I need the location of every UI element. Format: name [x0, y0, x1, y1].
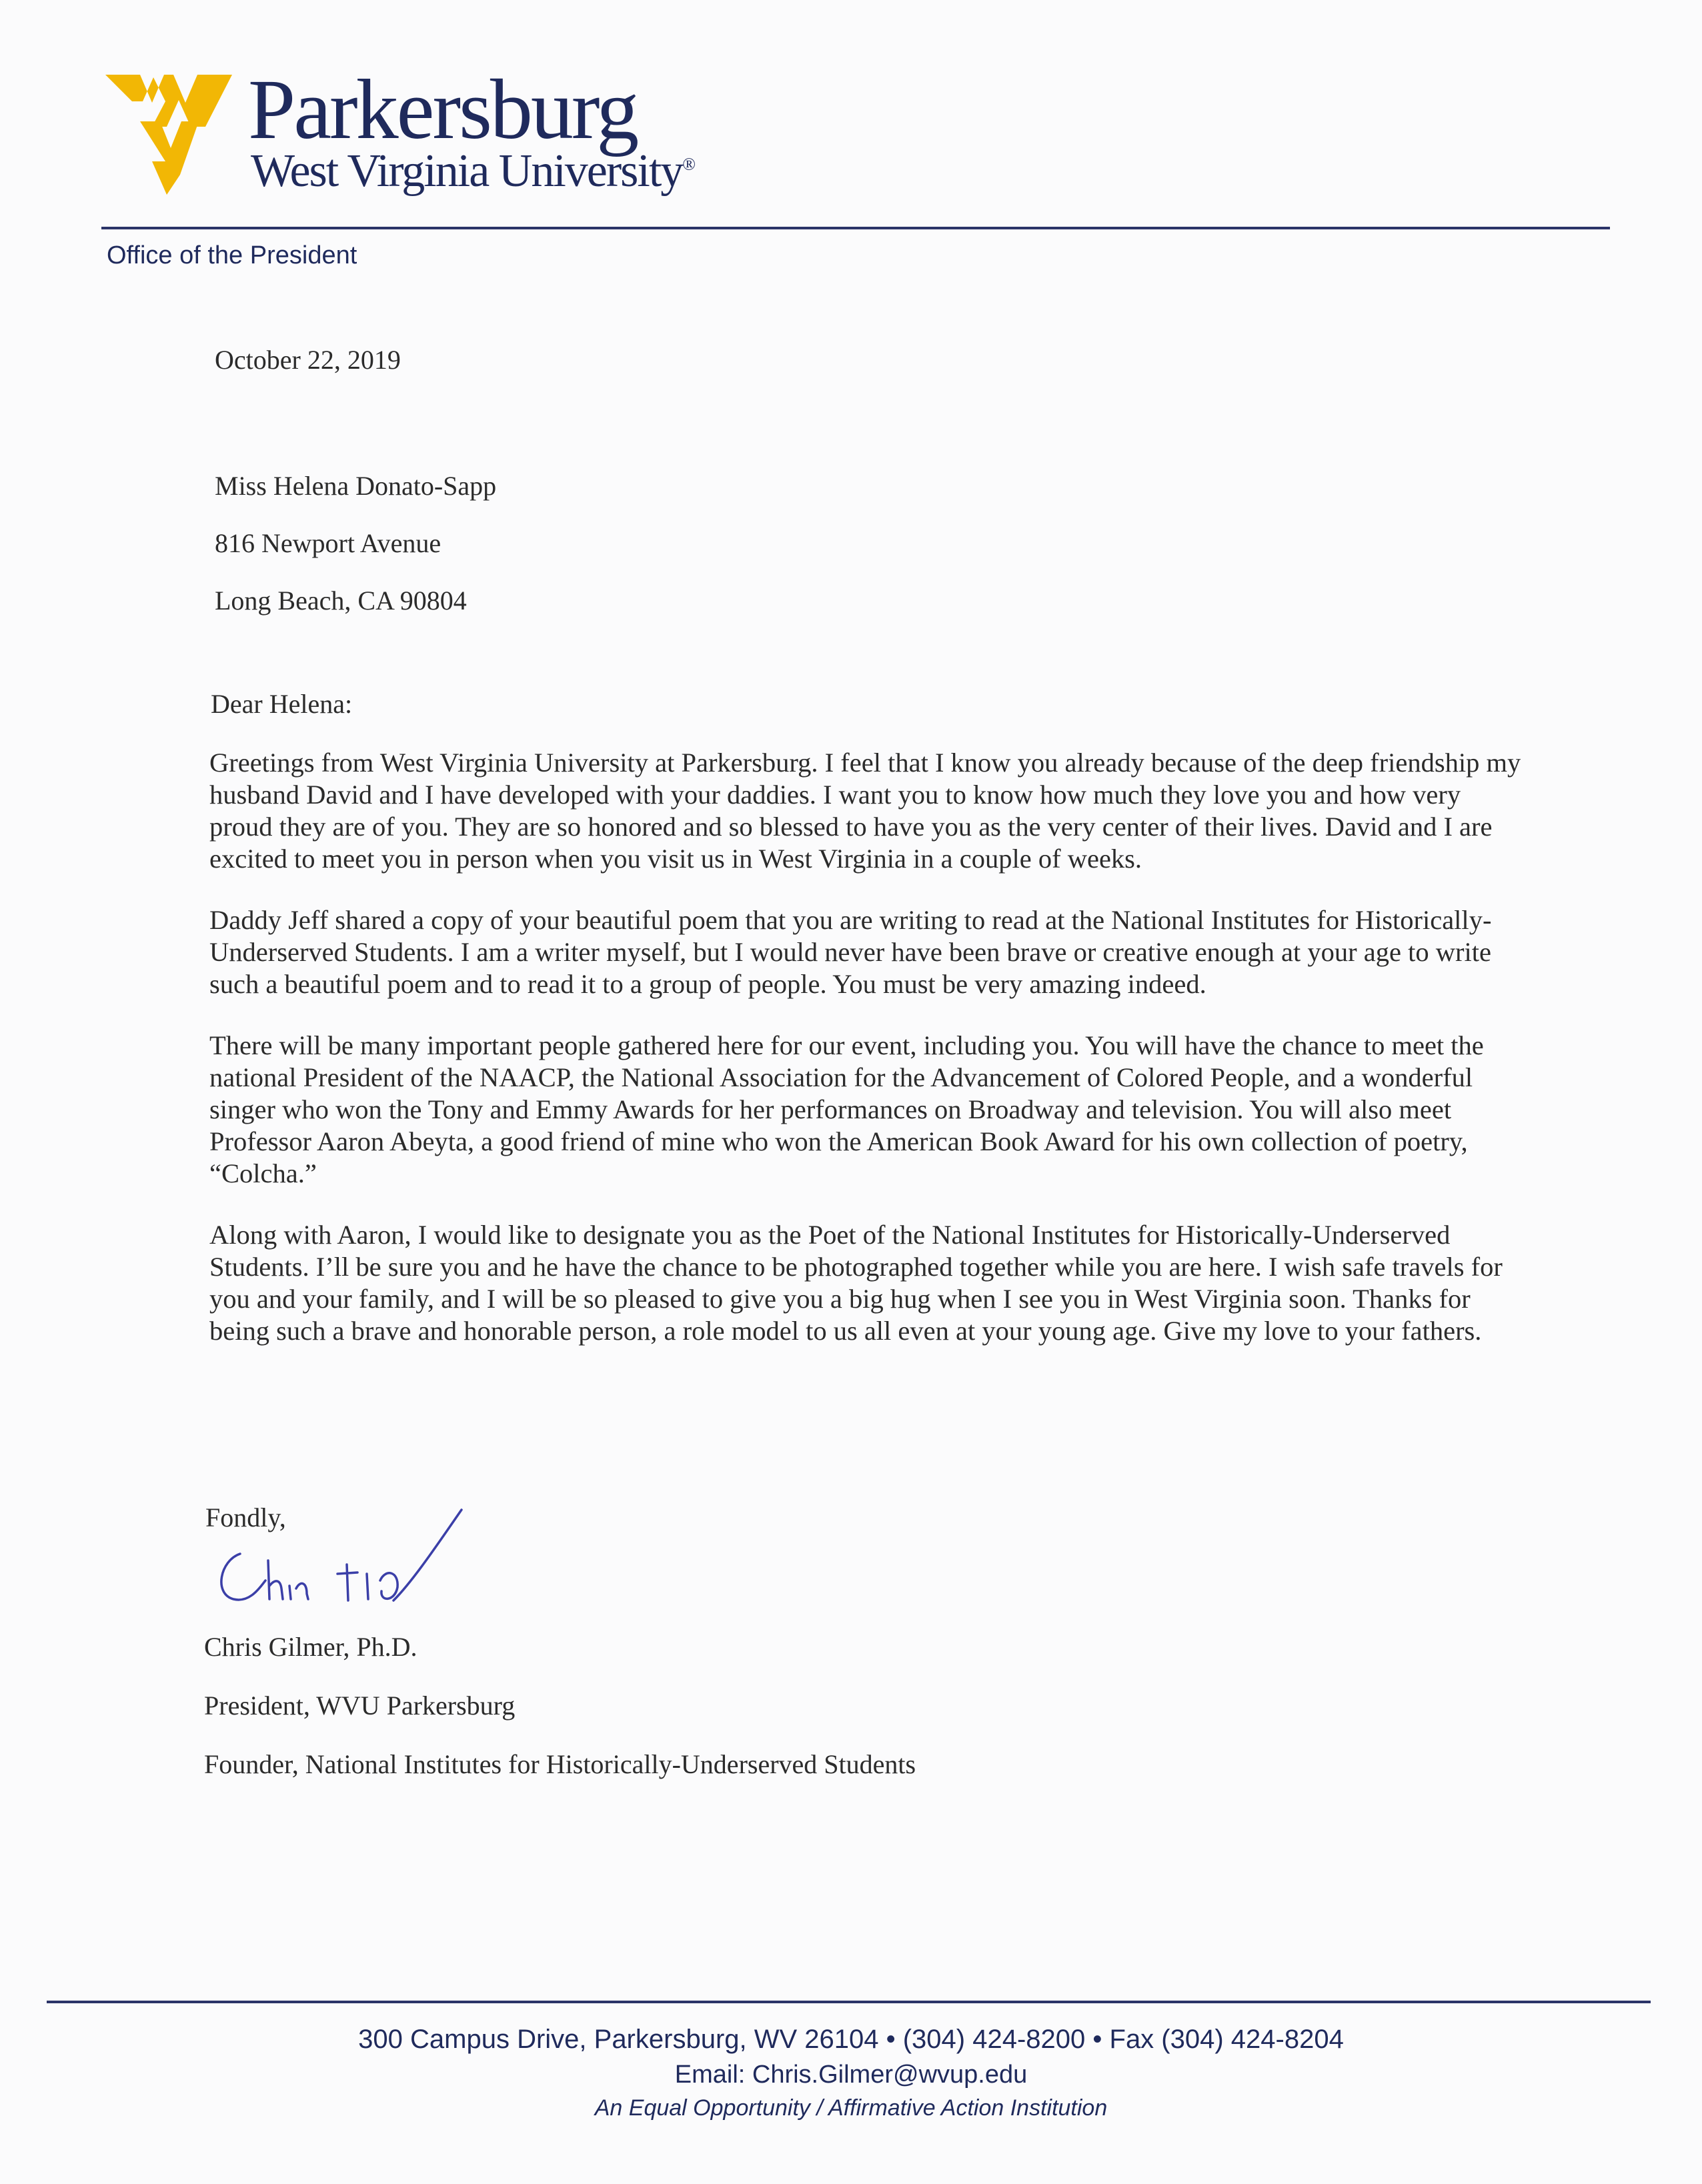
signer-title: President, WVU Parkersburg: [204, 1691, 516, 1721]
brand-name: Parkersburg: [248, 62, 638, 157]
paragraph-2: Daddy Jeff shared a copy of your beautiful poem that you are writing to read at the National Institutes for Historically-Underserved Students. I am a writer myself, but I would never have been brave or creative enough at your age to write such a beautiful poem and to read it to a group of people. You must be very amazing indeed.: [209, 905, 1492, 999]
paragraph-3: There will be many important people gathered here for our event, including you. You will have the chance to meet the national President of the NAACP, the National Association for the Advancement of Colored People, and a wonderful singer who won the Tony and Emmy Awards for her performances on Broadway and television. You will also meet Professor Aaron Abeyta, a good friend of mine who won the American Book Award for his own collection of poetry, “Colcha.”: [209, 1030, 1484, 1188]
footer-address: 300 Campus Drive, Parkersburg, WV 26104 • (304) 424-8200 • Fax (304) 424-8204: [358, 2025, 1344, 2054]
recipient-address: [215, 457, 496, 630]
recipient-street: 816 Newport Avenue: [215, 528, 442, 558]
recipient-name: Miss Helena Donato-Sapp: [215, 471, 497, 501]
signer-founder-title: Founder, National Institutes for Historically-Underserved Students: [204, 1749, 916, 1779]
paragraph-1: Greetings from West Virginia University at Parkersburg. I feel that I know you already because of the deep friendship my husband David and I have developed with your daddies. I want you to know how much they love you and how very proud they are of you. They are so honored and so blessed to have you as the very center of their lives. David and I are excited to meet you in person when you visit us in West Virginia in a couple of weeks.: [209, 748, 1521, 874]
closing: Fondly,: [205, 1502, 286, 1532]
brand-subtitle-text: West Virginia University: [251, 145, 683, 197]
brand-subtitle: [251, 145, 695, 197]
letter-body: [209, 747, 1530, 1376]
footer-divider: [47, 2001, 1651, 2003]
footer-eeo: An Equal Opportunity / Affirmative Action Institution: [594, 2095, 1108, 2121]
signature-icon: [213, 1507, 467, 1627]
signature-block: [204, 1618, 916, 1794]
header-divider: [101, 227, 1610, 229]
footer-email: Email: Chris.Gilmer@wvup.edu: [674, 2061, 1028, 2089]
flying-wv-logo-icon: [105, 75, 232, 195]
registered-mark: ®: [682, 154, 695, 174]
paragraph-4: Along with Aaron, I would like to designate you as the Poet of the National Institutes for Historically-Underserved Students. I’ll be sure you and he have the chance to be photographed together while you are here. I wish safe travels for you and your family, and I will be so pleased to give you a big hug when I see you in West Virginia soon. Thanks for being such a brave and honorable person, a role model to us all even at your young age. Give my love to your fathers.: [209, 1220, 1503, 1346]
salutation: Dear Helena:: [211, 689, 353, 719]
office-label: Office of the President: [107, 241, 357, 269]
letter-date: October 22, 2019: [215, 345, 401, 375]
signer-name: Chris Gilmer, Ph.D.: [204, 1632, 417, 1662]
recipient-city: Long Beach, CA 90804: [215, 586, 467, 616]
